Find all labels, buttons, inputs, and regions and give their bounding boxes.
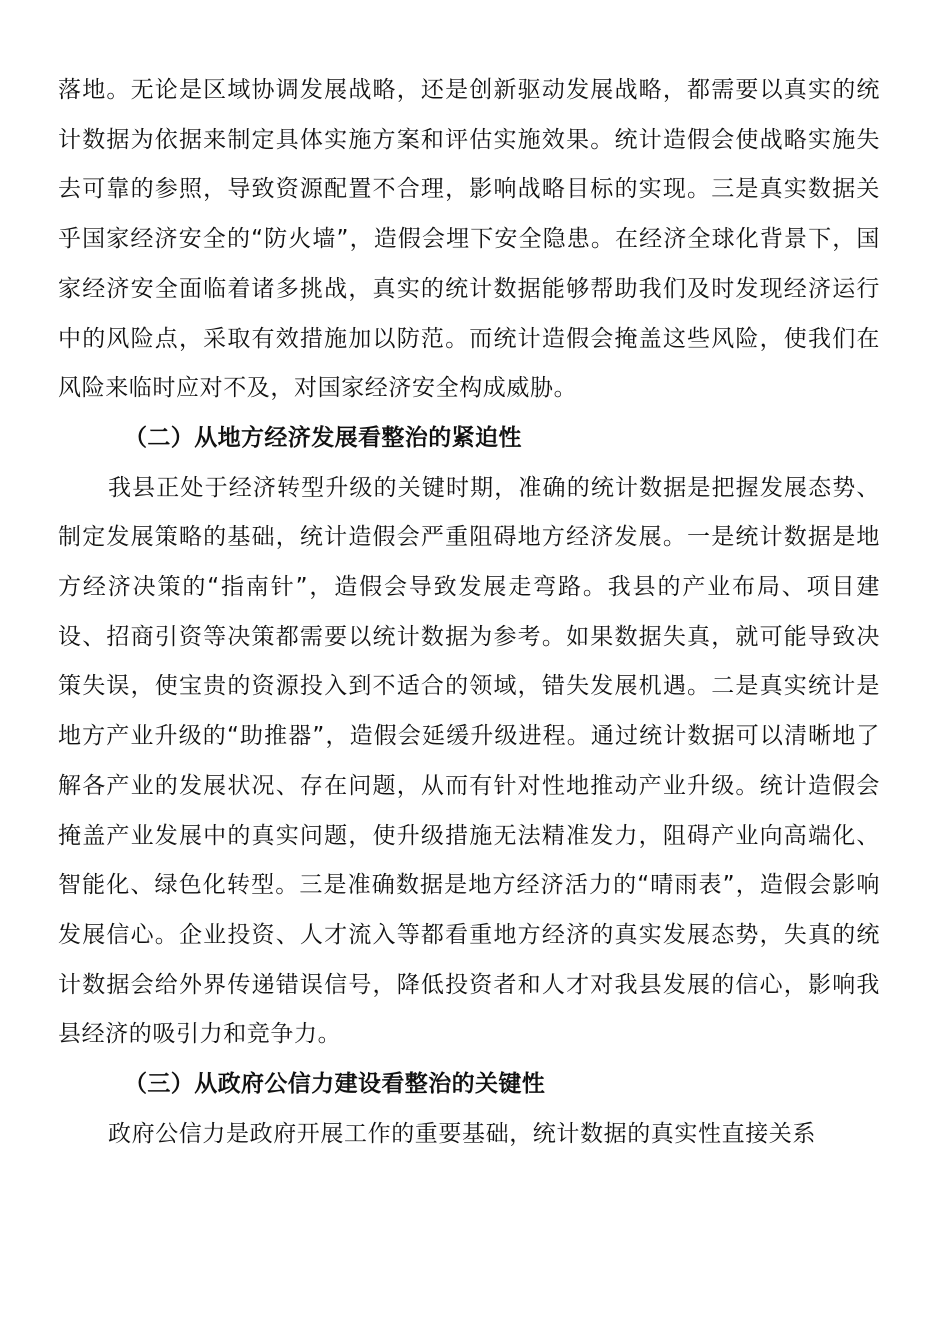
body-paragraph: 落地。无论是区域协调发展战略，还是创新驱动发展战略，都需要以真实的统计数据为依据来制定具体实施方案和评估实施效果。统计造假会使战略实施失去可靠的参照，导致资源配置不合理，影响战略目标的实现。三是真实数据关乎国家经济安全的“防火墙”，造假会埋下安全隐患。在经济全球化背景下，国家经济安全面临着诸多挑战，真实的统计数据能够帮助我们及时发现经济运行中的风险点，采取有效措施加以防范。而统计造假会掩盖这些风险，使我们在风险来临时应对不及，对国家经济安全构成威胁。 xyxy=(58,77,880,402)
body-paragraph: 政府公信力是政府开展工作的重要基础，统计数据的真实性直接关系 xyxy=(108,1120,816,1147)
document-body xyxy=(58,66,880,1159)
section-heading: （二）从地方经济发展看整治的紧迫性 xyxy=(124,424,522,451)
section-heading: （三）从政府公信力建设看整治的关键性 xyxy=(124,1071,546,1098)
body-paragraph: 我县正处于经济转型升级的关键时期，准确的统计数据是把握发展态势、制定发展策略的基础，统计造假会严重阻碍地方经济发展。一是统计数据是地方经济决策的“指南针”，造假会导致发展走弯路。我县的产业布局、项目建设、招商引资等决策都需要以统计数据为参考。如果数据失真，就可能导致决策失误，使宝贵的资源投入到不适合的领域，错失发展机遇。二是真实统计是地方产业升级的“助推器”，造假会延缓升级进程。通过统计数据可以清晰地了解各产业的发展状况、存在问题，从而有针对性地推动产业升级。统计造假会掩盖产业发展中的真实问题，使升级措施无法精准发力，阻碍产业向高端化、智能化、绿色化转型。三是准确数据是地方经济活力的“晴雨表”，造假会影响发展信心。企业投资、人才流入等都看重地方经济的真实发展态势，失真的统计数据会给外界传递错误信号，降低投资者和人才对我县发展的信心，影响我县经济的吸引力和竞争力。 xyxy=(58,474,880,1048)
